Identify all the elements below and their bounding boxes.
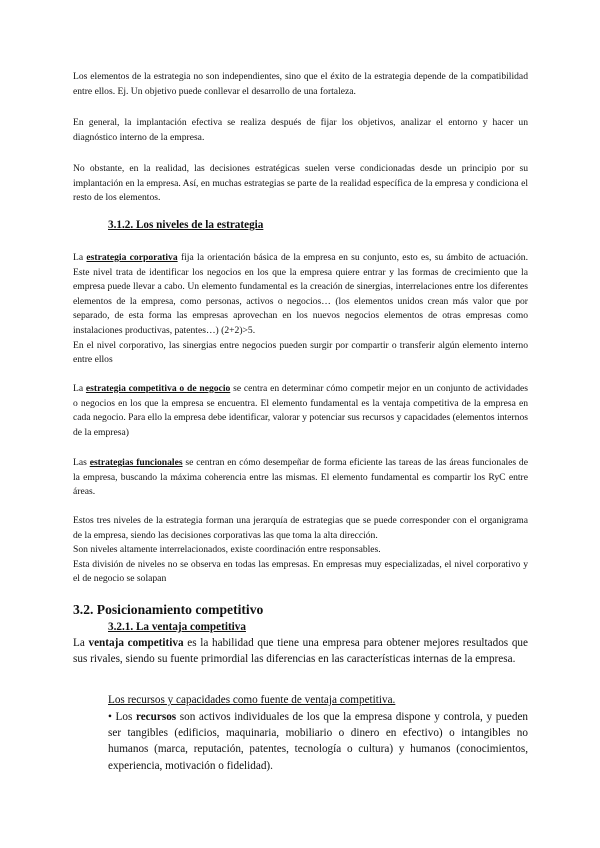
heading-3-2-1: 3.2.1. La ventaja competitiva [108, 621, 246, 633]
func-text: se centran en cómo desempeñar de forma eficiente las tareas de las áreas funcionales de la empresa, buscando la máxima coherencia entre las mismas. El elemento fundamental es compartir los RyC entre áreas. [73, 457, 528, 498]
paragraph-strategy-levels [73, 514, 528, 587]
paragraph-corporate-strategy [73, 251, 528, 368]
comp-pre: La [73, 383, 86, 394]
rec-text: son activos individuales de los que la empresa dispone y controla, y pueden ser tangibles (edificios, maquinaria, mobiliario o dinero en efectivo) o intangibles no humanos (marca, reputación, patentes, tecnología o cultura) y humanos (conocimientos, experiencia, motivación o fidelidad). [108, 711, 529, 772]
rc-heading: Los recursos y capacidades como fuente de ventaja competitiva. [108, 694, 396, 706]
paragraph-resources [108, 709, 528, 774]
term-competitive-strategy: estrategia competitiva o de negocio [85, 383, 231, 394]
term-competitive-advantage: ventaja competitiva [88, 637, 184, 649]
comp-text: se centra en determinar cómo competir mejor en un conjunto de actividades o negocios en los que la empresa se encuentra. El elemento fundamental es la ventaja competitiva de la empresa en cada negocio. Para ello la empresa debe identificar, valorar y potenciar sus recursos y capacidades (elementos internos de la empresa) [73, 383, 529, 438]
va-text: es la habilidad que tiene una empresa para obtener mejores resultados que sus rivales, siendo su fuente primordial las diferencias en las características internas de la empresa. [73, 637, 528, 666]
term-corporate-strategy: estrategia corporativa [86, 252, 178, 263]
levels-line-1: Estos tres niveles de la estrategia forman una jerarquía de estrategias que se puede corresponder con el organigrama de la empresa, siendo las decisiones corporativas las que toma la alta dirección. [73, 515, 528, 541]
term-resources: recursos [135, 711, 177, 723]
subheading-resources-capabilities [108, 692, 528, 708]
heading-3-1-2: 3.1.2. Los niveles de la estrategia [108, 219, 264, 231]
paragraph-effective-implementation: En general, la implantación efectiva se realiza después de fijar los objetivos, analizar el entorno y hacer un diagnóstico interno de la empresa. [73, 117, 528, 143]
paragraph-competitive-strategy [73, 382, 528, 440]
va-pre: La [73, 637, 89, 649]
corp-text: fija la orientación básica de la empresa en su conjunto, esto es, su ámbito de actuación. Este nivel trata de identificar los negocios en los que la empresa quiere entrar y las formas de crecimiento que la empresa puede llevar a cabo. Un elemento fundamental es la creación de sinergias, interrelaciones entre los diferentes elementos de la empresa, como personas, activos o negocios… (los elementos unidos crean más valor que por separado, de esta forma las empresas aprovechan en los nuevos negocios elementos de otras empresas como instalaciones productivas, patentes…) (2+2)>5. [73, 252, 528, 336]
corp-text-2: En el nivel corporativo, las sinergias entre negocios pueden surgir por compartir o transferir algún elemento interno entre ellos [73, 339, 528, 366]
levels-line-2: Son niveles altamente interrelacionados, existe coordinación entre responsables. [73, 544, 381, 556]
paragraph-strategy-elements: Los elementos de la estrategia no son independientes, sino que el éxito de la estrategia depende de la compatibilidad entre ellos. Ej. Un objetivo puede conllevar el desarrollo de una fortaleza. [73, 71, 528, 97]
term-functional-strategies: estrategias funcionales [89, 457, 183, 468]
levels-line-3: Esta división de niveles no se observa en todas las empresas. En empresas muy especializadas, el nivel corporativo y el de negocio se solapan [73, 558, 528, 585]
paragraph-functional-strategies [73, 456, 528, 500]
paragraph-competitive-advantage [73, 635, 528, 667]
corp-pre: La [73, 252, 87, 263]
rec-pre: • Los [108, 711, 136, 723]
func-pre: Las [73, 457, 90, 468]
paragraph-reality-decisions: No obstante, en la realidad, las decisiones estratégicas suelen verse condicionadas desde un principio por su implantación en la empresa. Así, en muchas estrategias se parte de la realidad específica de la empresa y condiciona el resto de los elementos. [73, 163, 528, 204]
heading-3-2: 3.2. Posicionamiento competitivo [73, 602, 264, 617]
